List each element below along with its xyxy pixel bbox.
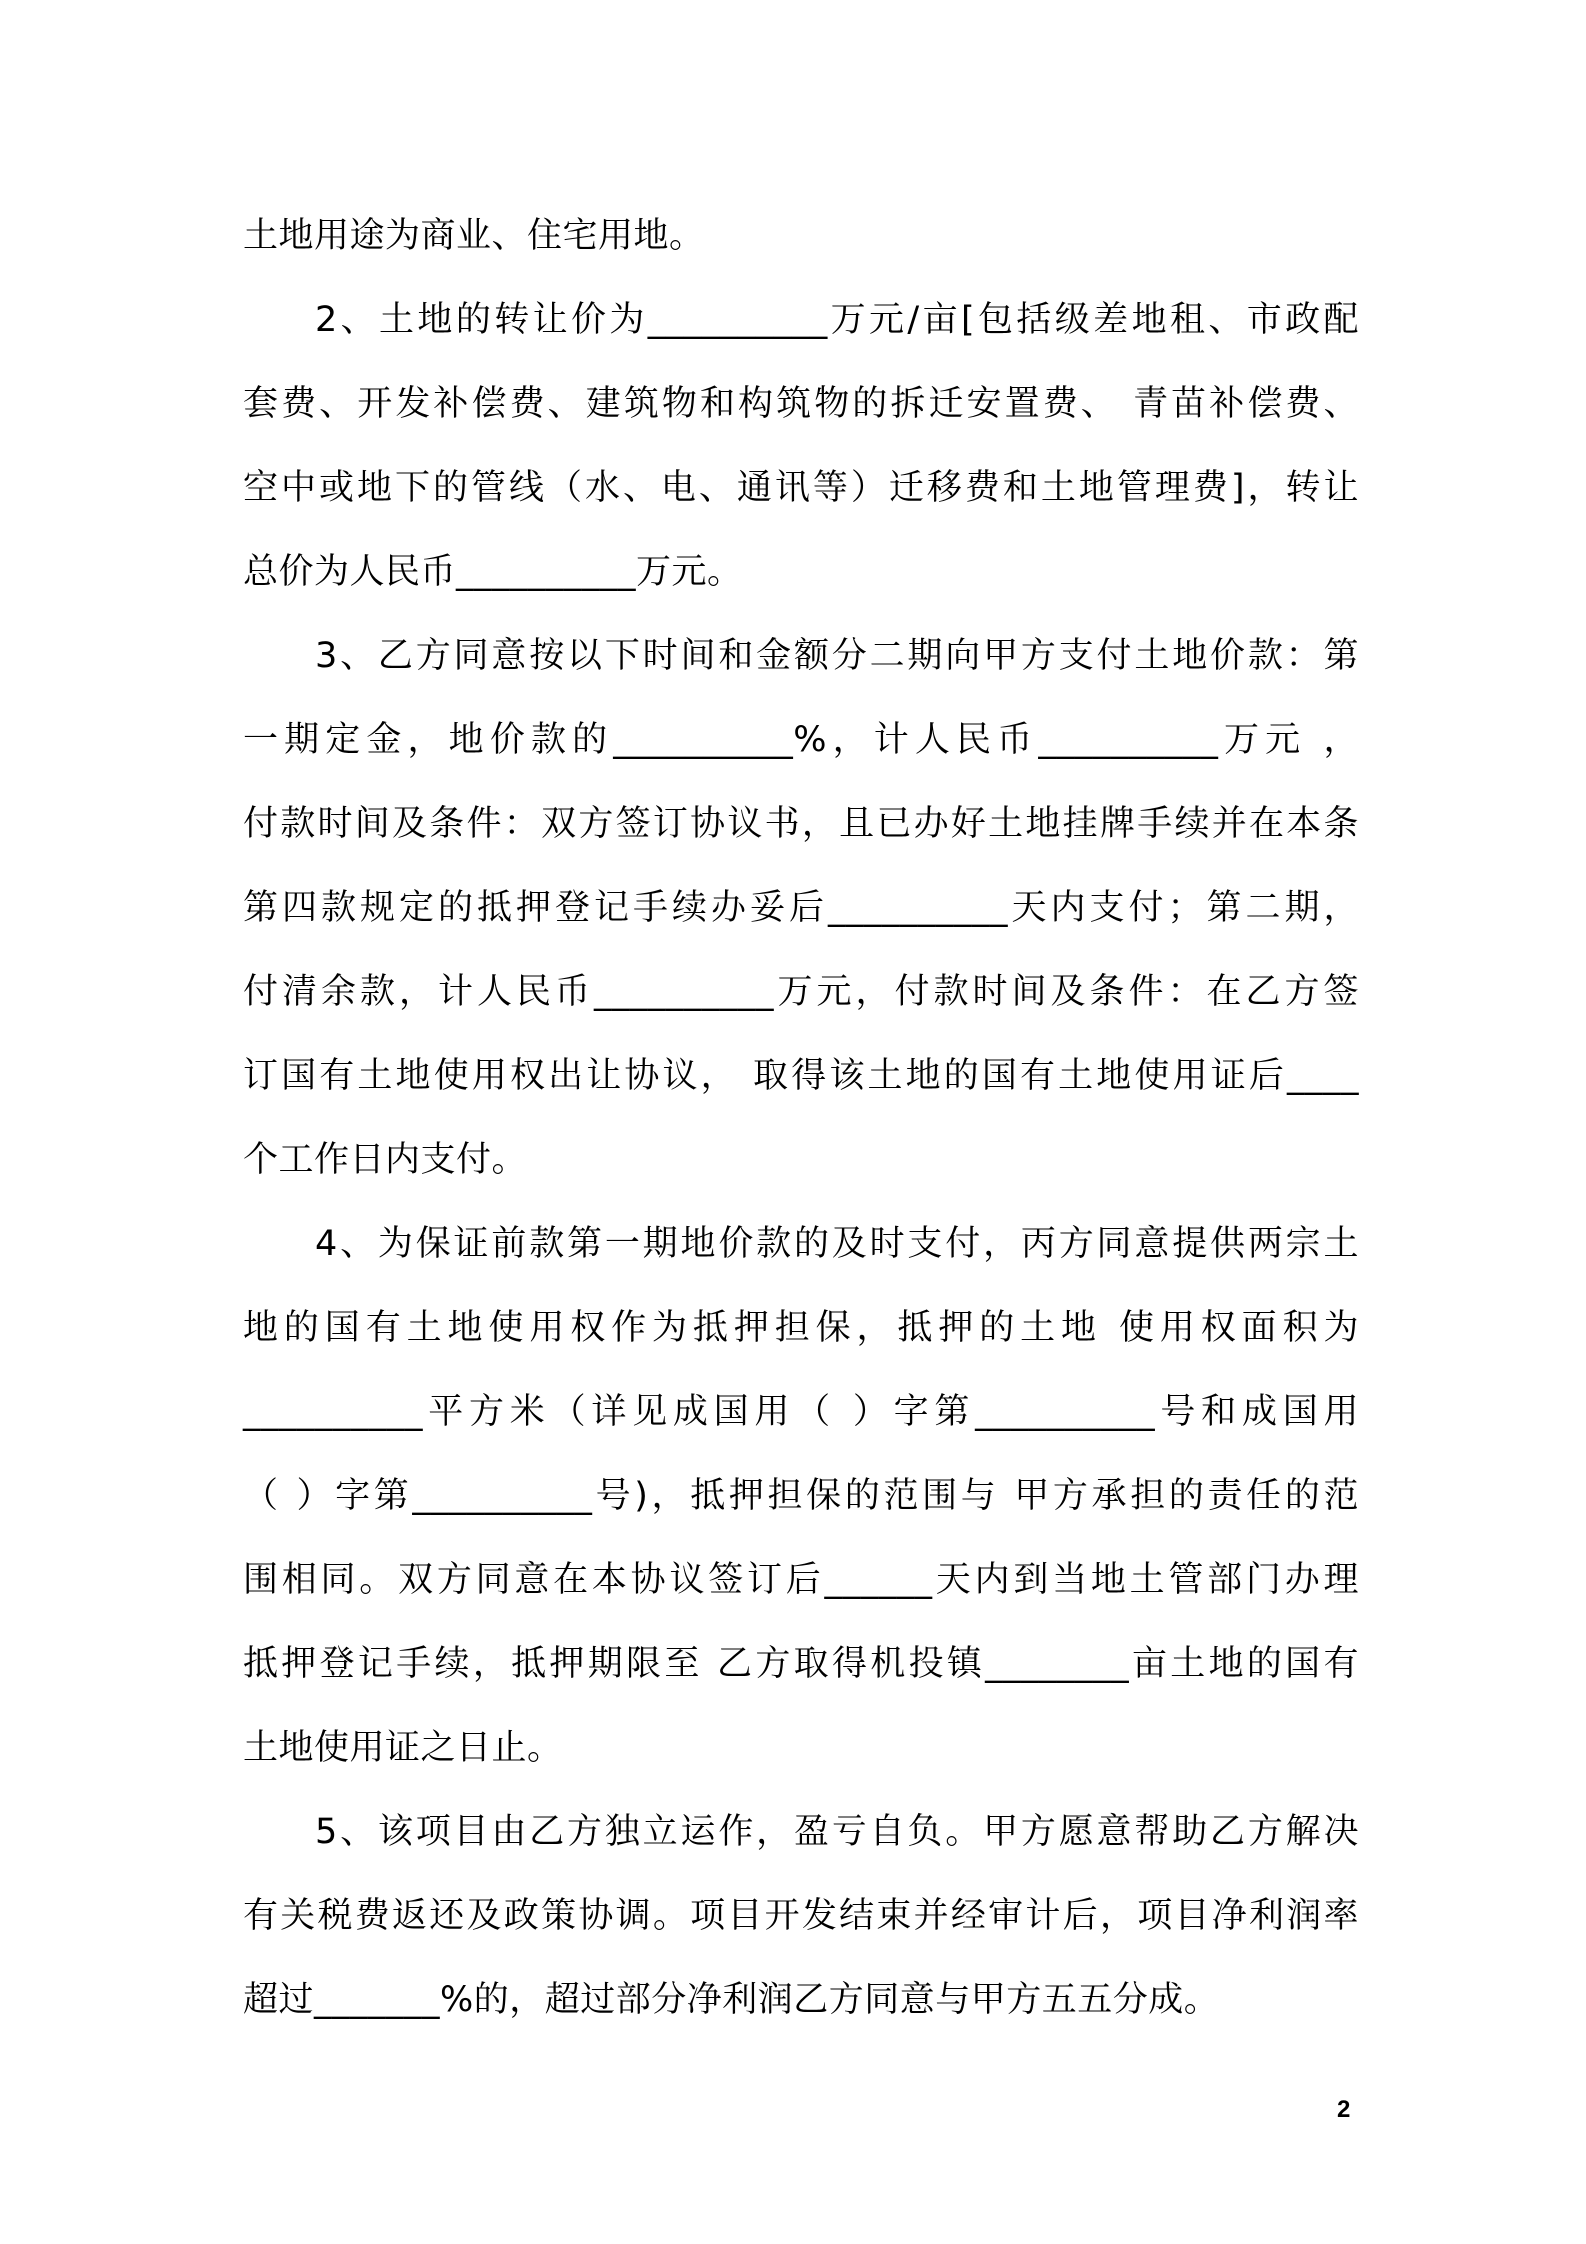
paragraph-5 xyxy=(243,1790,1359,2042)
text-line: 套费、开发补偿费、建筑物和构筑物的拆迁安置费、 青苗补偿费、 xyxy=(243,384,1359,424)
text-line: 地的国有土地使用权作为抵押担保，抵押的土地 使用权面积为 xyxy=(243,1308,1359,1348)
text-line: __________平方米（详见成国用（ ）字第__________号和成国用 xyxy=(243,1392,1359,1432)
text-line: 第四款规定的抵押登记手续办妥后__________天内支付；第二期， xyxy=(243,888,1359,928)
text-line: 5、该项目由乙方独立运作，盈亏自负。甲方愿意帮助乙方解决 xyxy=(315,1812,1359,1852)
text-line: 一期定金，地价款的__________%，计人民币__________万元 ， xyxy=(243,720,1359,760)
text-line: 付清余款，计人民币__________万元，付款时间及条件：在乙方签 xyxy=(243,972,1359,1012)
text-line: 总价为人民币__________万元。 xyxy=(243,552,743,592)
paragraph-4 xyxy=(243,1202,1359,1790)
document-body xyxy=(243,194,1359,2042)
text-line: 抵押登记手续，抵押期限至 乙方取得机投镇________亩土地的国有 xyxy=(243,1644,1359,1684)
text-line: 土地用途为商业、住宅用地。 xyxy=(243,216,705,256)
text-line: 有关税费返还及政策协调。项目开发结束并经审计后，项目净利润率 xyxy=(243,1896,1359,1936)
paragraph-2 xyxy=(243,278,1359,614)
text-line: 围相同。双方同意在本协议签订后______天内到当地土管部门办理 xyxy=(243,1560,1359,1600)
text-line: 4、为保证前款第一期地价款的及时支付，丙方同意提供两宗土 xyxy=(315,1224,1359,1264)
text-line: （ ）字第__________号)，抵押担保的范围与 甲方承担的责任的范 xyxy=(243,1476,1359,1516)
text-line: 土地使用证之日止。 xyxy=(243,1728,563,1768)
text-line: 订国有土地使用权出让协议， 取得该土地的国有土地使用证后____ xyxy=(243,1056,1359,1096)
text-line: 超过_______%的，超过部分净利润乙方同意与甲方五五分成。 xyxy=(243,1980,1220,2020)
text-line: 3、乙方同意按以下时间和金额分二期向甲方支付土地价款：第 xyxy=(315,636,1359,676)
paragraph-3 xyxy=(243,614,1359,1202)
text-line: 2、土地的转让价为__________万元/亩[包括级差地租、市政配 xyxy=(315,300,1359,340)
text-line: 付款时间及条件：双方签订协议书，且已办好土地挂牌手续并在本条 xyxy=(243,804,1359,844)
text-line: 空中或地下的管线（水、电、通讯等）迁移费和土地管理费]，转让 xyxy=(243,468,1359,508)
page-number: 2 xyxy=(1337,2096,1351,2123)
paragraph-1 xyxy=(243,194,1359,278)
text-line: 个工作日内支付。 xyxy=(243,1140,528,1180)
